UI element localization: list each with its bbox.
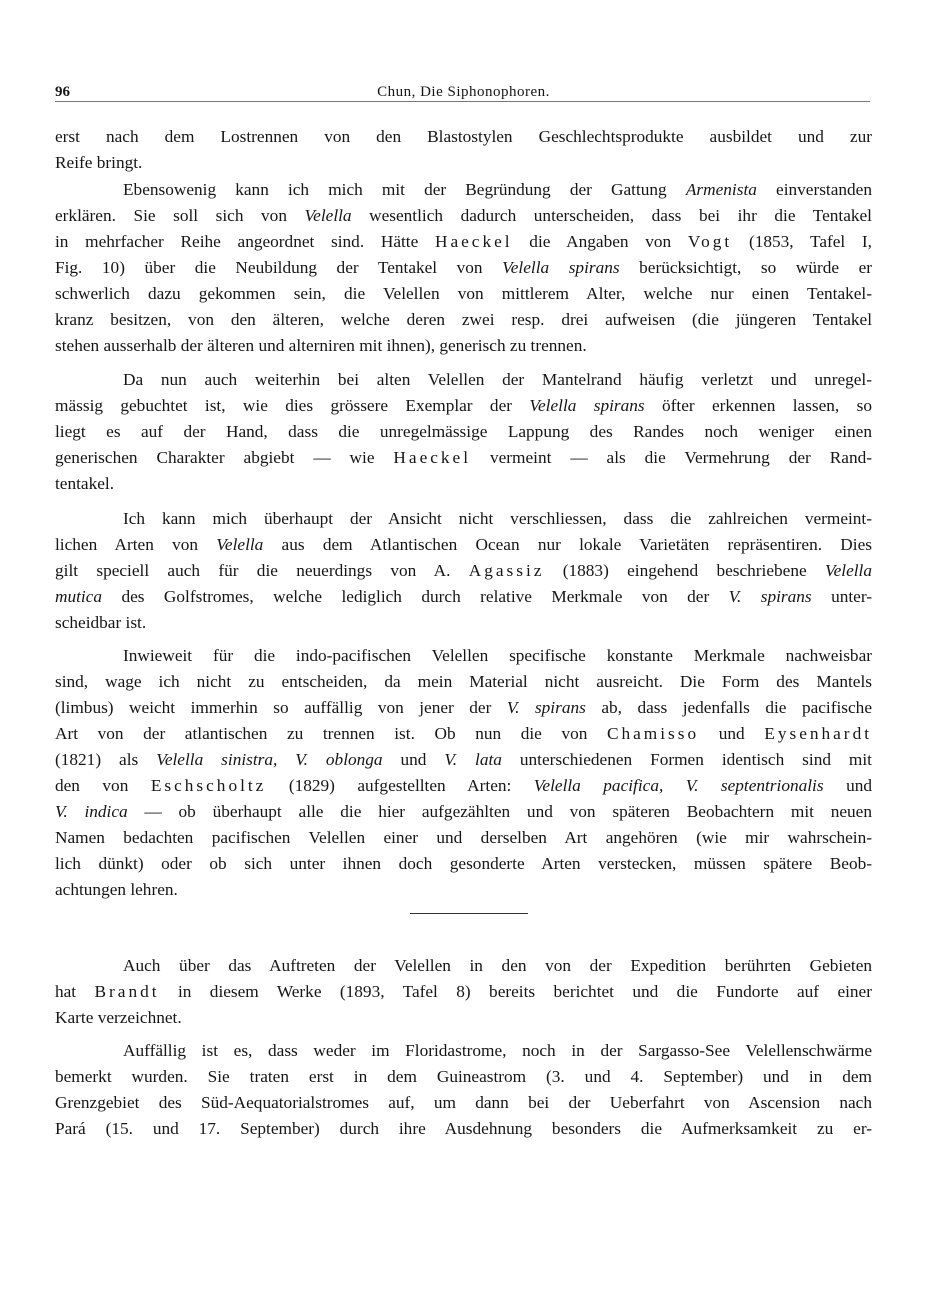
text-run: Inwieweit für die indo-pacifischen Velellen specifische konstante Merkmale nachweisbar — [123, 646, 872, 665]
text-run: Ebensowenig kann ich mich mit der Begründung der Gattung — [123, 180, 686, 199]
text-run: erklären. Sie soll sich von — [55, 206, 305, 225]
text-run: bemerkt wurden. Sie traten erst in dem Guineastrom (3. und 4. September) und in dem — [55, 1067, 872, 1086]
italic-text: Velella sinistra, V. oblonga — [156, 750, 383, 769]
text-line — [55, 773, 872, 799]
spaced-name: Brandt — [94, 982, 160, 1001]
text-line — [55, 445, 872, 471]
text-run: (limbus) weicht immerhin so auffällig von jener der — [55, 698, 507, 717]
text-line — [55, 825, 872, 851]
text-run: (1853, Tafel I, — [732, 232, 872, 251]
text-run: schwerlich dazu gekommen sein, die Velellen von mittlerem Alter, welche nur einen Tentakel- — [55, 284, 872, 303]
spaced-name: Eysenhardt — [764, 724, 873, 743]
italic-text: Velella — [216, 535, 264, 554]
paragraph — [55, 367, 872, 497]
text-run: Pará (15. und 17. September) durch ihre Ausdehnung besonders die Aufmerksamkeit zu er- — [55, 1119, 872, 1138]
text-run: Namen bedachten pacifischen Velellen einer und derselben Art angehören (wie mir wahrschein- — [55, 828, 872, 847]
text-line — [55, 203, 872, 229]
italic-text: Velella pacifica, V. septentrionalis — [533, 776, 824, 795]
text-line — [55, 953, 872, 979]
text-line — [55, 747, 872, 773]
text-line — [55, 799, 872, 825]
page-header — [55, 84, 872, 102]
text-run: und — [823, 776, 872, 795]
text-run: wesentlich dadurch unterscheiden, dass bei ihr die Tentakel — [351, 206, 872, 225]
spaced-name: Haeckel — [434, 232, 513, 251]
text-run: Da nun auch weiterhin bei alten Velellen der Mantelrand häufig verletzt und unregel- — [123, 370, 872, 389]
text-run: die Angaben von — [512, 232, 688, 251]
spaced-name: Vogt — [687, 232, 733, 251]
text-run: tentakel. — [55, 474, 115, 493]
text-run: Reife bringt. — [55, 153, 143, 172]
spaced-name: Chamisso — [606, 724, 700, 743]
text-run: öfter erkennen lassen, so — [644, 396, 872, 415]
italic-text: V. lata — [444, 750, 502, 769]
text-line — [55, 281, 872, 307]
text-run: kranz besitzen, von den älteren, welche deren zwei resp. drei aufweisen (die jüngeren Tentakel — [55, 310, 872, 329]
text-line — [55, 506, 872, 532]
spaced-name: Agassiz — [468, 561, 545, 580]
text-run: und — [382, 750, 445, 769]
text-line — [55, 307, 872, 333]
paragraph — [55, 177, 872, 359]
paragraph — [55, 643, 872, 903]
italic-text: Velella spirans — [529, 396, 645, 415]
header-rule — [55, 101, 870, 102]
text-run: Auch über das Auftreten der Velellen in den von der Expedition berührten Gebieten — [123, 956, 872, 975]
text-run: Auffällig ist es, dass weder im Floridastrome, noch in der Sargasso-See Velellenschwärme — [123, 1041, 872, 1060]
text-run: vermeint — als die Vermehrung der Rand- — [471, 448, 872, 467]
paragraph — [55, 1038, 872, 1142]
text-run: (1821) als — [55, 750, 157, 769]
text-line — [55, 979, 872, 1005]
italic-text: V. spirans — [728, 587, 812, 606]
paragraph — [55, 953, 872, 1031]
spaced-name: Haeckel — [393, 448, 472, 467]
text-line — [55, 393, 872, 419]
text-run: in diesem Werke (1893, Tafel 8) bereits berichtet und die Fundorte auf einer — [159, 982, 872, 1001]
text-line — [55, 610, 872, 636]
text-line — [55, 669, 872, 695]
text-line — [55, 124, 872, 150]
text-line — [55, 584, 872, 610]
text-run: achtungen lehren. — [55, 880, 178, 899]
text-line — [55, 851, 872, 877]
text-line — [55, 721, 872, 747]
italic-text: Armenista — [685, 180, 757, 199]
text-line — [55, 532, 872, 558]
section-separator — [410, 913, 528, 914]
text-line — [55, 229, 872, 255]
text-run: hat — [55, 982, 95, 1001]
text-line — [55, 1005, 872, 1031]
text-run: Ich kann mich überhaupt der Ansicht nicht verschliessen, dass die zahlreichen vermeint- — [123, 509, 872, 528]
italic-text: Velella spirans — [502, 258, 620, 277]
text-line — [55, 1064, 872, 1090]
text-run: mässig gebuchtet ist, wie dies grössere Exemplar der — [55, 396, 530, 415]
text-line — [55, 1038, 872, 1064]
paragraph — [55, 124, 872, 176]
text-run: in mehrfacher Reihe angeordnet sind. Hätte — [55, 232, 435, 251]
text-run: Fig. 10) über die Neubildung der Tentakel von — [55, 258, 503, 277]
text-run: stehen ausserhalb der älteren und alterniren mit ihnen), generisch zu trennen. — [55, 336, 587, 355]
text-run: des Golfstromes, welche lediglich durch relative Merkmale von der — [102, 587, 729, 606]
text-run: erst nach dem Lostrennen von den Blastostylen Geschlechtsprodukte ausbildet und zur — [55, 127, 872, 146]
text-run: sind, wage ich nicht zu entscheiden, da mein Material nicht ausreicht. Die Form des Mantels — [55, 672, 872, 691]
text-run: unterschiedenen Formen identisch sind mit — [501, 750, 872, 769]
italic-text: mutica — [55, 587, 103, 606]
text-line — [55, 333, 872, 359]
text-line — [55, 419, 872, 445]
text-line — [55, 177, 872, 203]
text-run: berücksichtigt, so würde er — [619, 258, 872, 277]
text-run: Art von der atlantischen zu trennen ist. Ob nun die von — [55, 724, 607, 743]
text-run: Grenzgebiet des Süd-Aequatorialstromes auf, um dann bei der Ueberfahrt von Ascension nach — [55, 1093, 872, 1112]
text-line — [55, 1090, 872, 1116]
paragraph — [55, 506, 872, 636]
page-number: 96 — [55, 84, 70, 100]
text-run: und — [699, 724, 765, 743]
text-line — [55, 255, 872, 281]
text-line — [55, 643, 872, 669]
spaced-name: Eschscholtz — [150, 776, 267, 795]
text-run: (1883) eingehend beschriebene — [544, 561, 825, 580]
text-run: generischen Charakter abgiebt — wie — [55, 448, 394, 467]
text-run: lichen Arten von — [55, 535, 217, 554]
text-run: (1829) aufgestellten Arten: — [266, 776, 534, 795]
running-head: Chun, Die Siphonophoren. — [377, 84, 550, 100]
italic-text: Velella — [304, 206, 352, 225]
text-run: ab, dass jedenfalls die pacifische — [585, 698, 872, 717]
text-line — [55, 695, 872, 721]
text-run: scheidbar ist. — [55, 613, 147, 632]
text-line — [55, 877, 872, 903]
text-line — [55, 471, 872, 497]
italic-text: V. spirans — [506, 698, 586, 717]
text-run: den von — [55, 776, 151, 795]
text-run: aus dem Atlantischen Ocean nur lokale Varietäten repräsentiren. Dies — [263, 535, 872, 554]
text-run: — ob überhaupt alle die hier aufgezählten und von späteren Beobachtern mit neuen — [127, 802, 872, 821]
italic-text: Velella — [824, 561, 872, 580]
text-run: unter- — [811, 587, 872, 606]
text-run: gilt speciell auch für die neuerdings von A. — [55, 561, 469, 580]
text-run: Karte verzeichnet. — [55, 1008, 182, 1027]
italic-text: V. indica — [55, 802, 128, 821]
text-line — [55, 367, 872, 393]
text-run: liegt es auf der Hand, dass die unregelmässige Lappung des Randes noch weniger einen — [55, 422, 872, 441]
text-line — [55, 150, 872, 176]
text-line — [55, 1116, 872, 1142]
text-run: lich dünkt) oder ob sich unter ihnen doch gesonderte Arten verstecken, müssen spätere Beob- — [55, 854, 872, 873]
text-run: einverstanden — [756, 180, 872, 199]
text-line — [55, 558, 872, 584]
